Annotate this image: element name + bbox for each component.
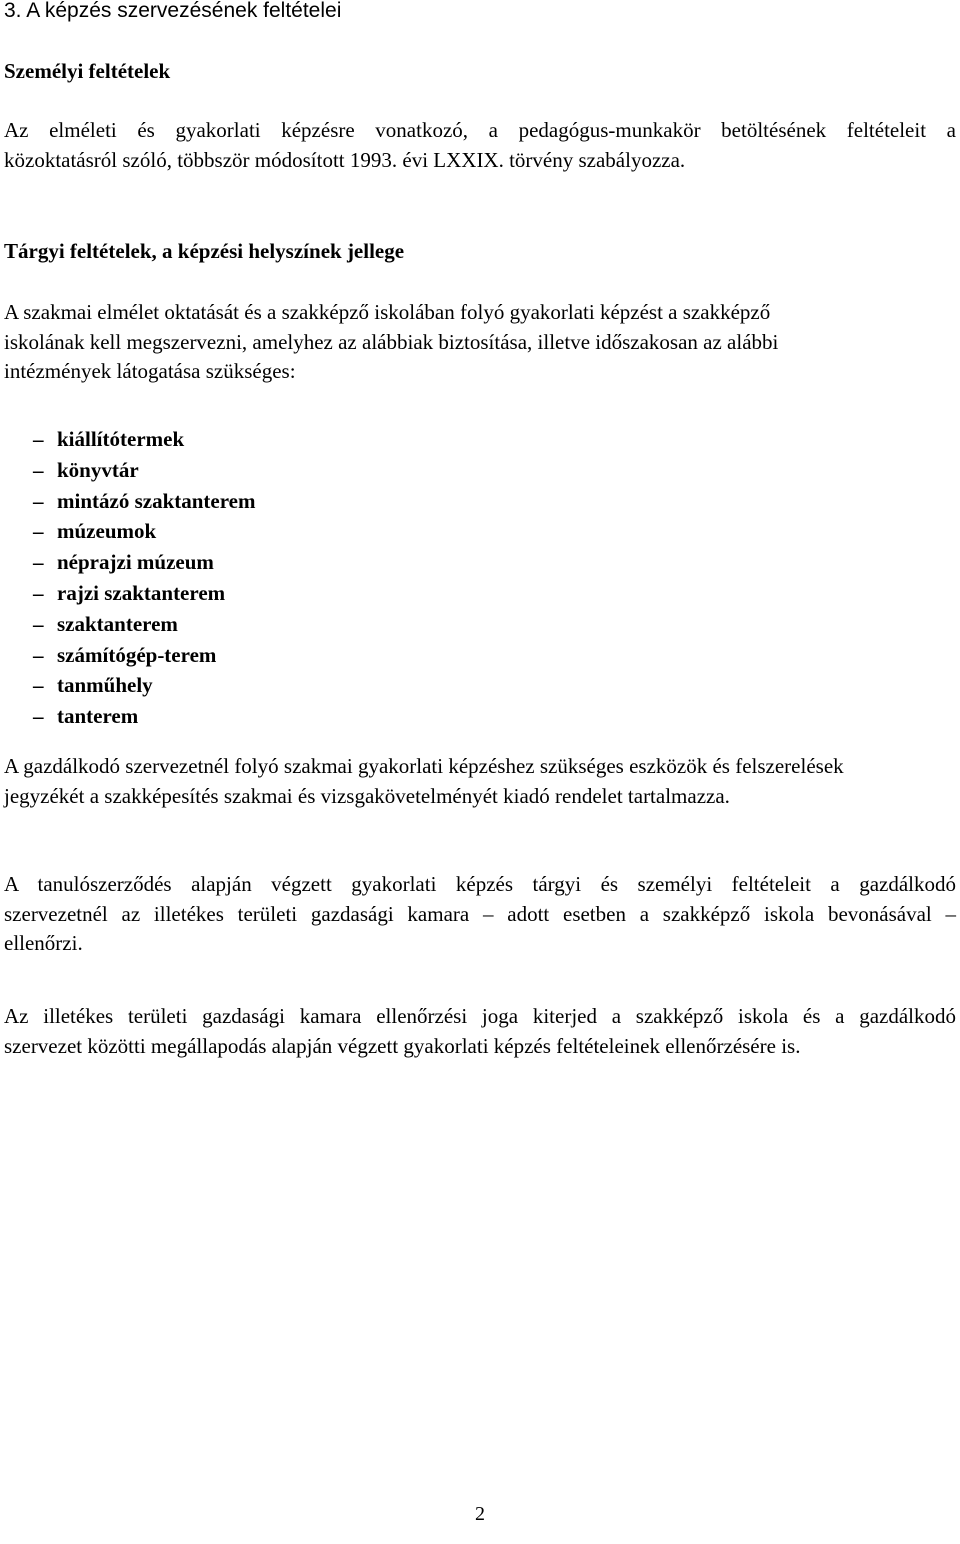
list-item xyxy=(33,609,256,640)
list-item xyxy=(33,640,256,671)
list-item-label: szaktanterem xyxy=(57,611,178,636)
page-number: 2 xyxy=(475,1503,485,1525)
text-line: iskolának kell megszervezni, amelyhez az alábbiak biztosítása, illetve időszakosan az alábbi xyxy=(4,329,779,354)
dash-bullet: – xyxy=(33,488,44,513)
section-title: 3. A képzés szervezésének feltételei xyxy=(4,0,342,22)
text-line: jegyzékét a szakképesítés szakmai és vizsgakövetelményét kiadó rendelet tartalmazza. xyxy=(4,783,730,808)
list-item-label: múzeumok xyxy=(57,519,157,544)
list-item xyxy=(33,578,256,609)
text-line: intézmények látogatása szükséges: xyxy=(4,359,296,383)
text-line: A gazdálkodó szervezetnél folyó szakmai gyakorlati képzéshez szükséges eszközök és felszerelések xyxy=(4,754,844,778)
dash-bullet: – xyxy=(33,519,44,544)
dash-bullet: – xyxy=(33,673,44,698)
dash-bullet: – xyxy=(33,704,44,729)
list-item-label: tanterem xyxy=(57,704,139,729)
dash-bullet: – xyxy=(33,457,44,482)
paragraph-personal-conditions xyxy=(4,116,956,175)
list-item xyxy=(33,455,256,486)
text-line: szervezet közötti megállapodás alapján végzett gyakorlati képzés feltételeinek ellenőrzésére is. xyxy=(4,1033,801,1058)
heading-material-conditions: Tárgyi feltételek, a képzési helyszínek jellege xyxy=(4,239,405,263)
list-item xyxy=(33,547,256,578)
list-item xyxy=(33,516,256,547)
heading-personal-conditions: Személyi feltételek xyxy=(4,59,171,83)
list-item xyxy=(33,424,256,455)
list-item-label: néprajzi múzeum xyxy=(57,550,214,575)
list-item-label: könyvtár xyxy=(57,457,139,482)
paragraph-apprenticeship xyxy=(4,870,956,959)
dash-bullet: – xyxy=(33,642,44,667)
paragraph-equipment xyxy=(4,752,956,811)
dash-bullet: – xyxy=(33,427,44,451)
text-line: közoktatásról szóló, többször módosított 1993. évi LXXIX. törvény szabályozza. xyxy=(4,147,686,172)
text-line: szervezetnél az illetékes területi gazdasági kamara – adott esetben a szakképző iskola bevonásával – xyxy=(4,901,956,926)
list-item-label: rajzi szaktanterem xyxy=(57,580,226,605)
list-item-label: tanműhely xyxy=(57,673,153,698)
dash-bullet: – xyxy=(33,580,44,605)
text-line: Az illetékes területi gazdasági kamara ellenőrzési joga kiterjed a szakképző iskola és a gazdálkodó xyxy=(4,1004,956,1028)
text-line: A tanulószerződés alapján végzett gyakorlati képzés tárgyi és személyi feltételeit a gazdálkodó xyxy=(4,872,956,896)
list-item xyxy=(33,486,256,517)
text-line: Az elméleti és gyakorlati képzésre vonatkozó, a pedagógus-munkakör betöltésének feltételeit a xyxy=(4,118,956,142)
paragraph-material-conditions xyxy=(4,298,956,387)
venue-list xyxy=(33,424,256,732)
text-line: A szakmai elmélet oktatását és a szakképző iskolában folyó gyakorlati képzést a szakképző xyxy=(4,300,771,324)
dash-bullet: – xyxy=(33,550,44,575)
list-item xyxy=(33,670,256,701)
list-item-label: számítógép-terem xyxy=(57,642,217,667)
text-line: ellenőrzi. xyxy=(4,931,83,955)
list-item-label: mintázó szaktanterem xyxy=(57,488,256,513)
dash-bullet: – xyxy=(33,611,44,636)
list-item-label: kiállítótermek xyxy=(57,427,185,451)
paragraph-chamber-control xyxy=(4,1002,956,1061)
list-item xyxy=(33,701,256,732)
